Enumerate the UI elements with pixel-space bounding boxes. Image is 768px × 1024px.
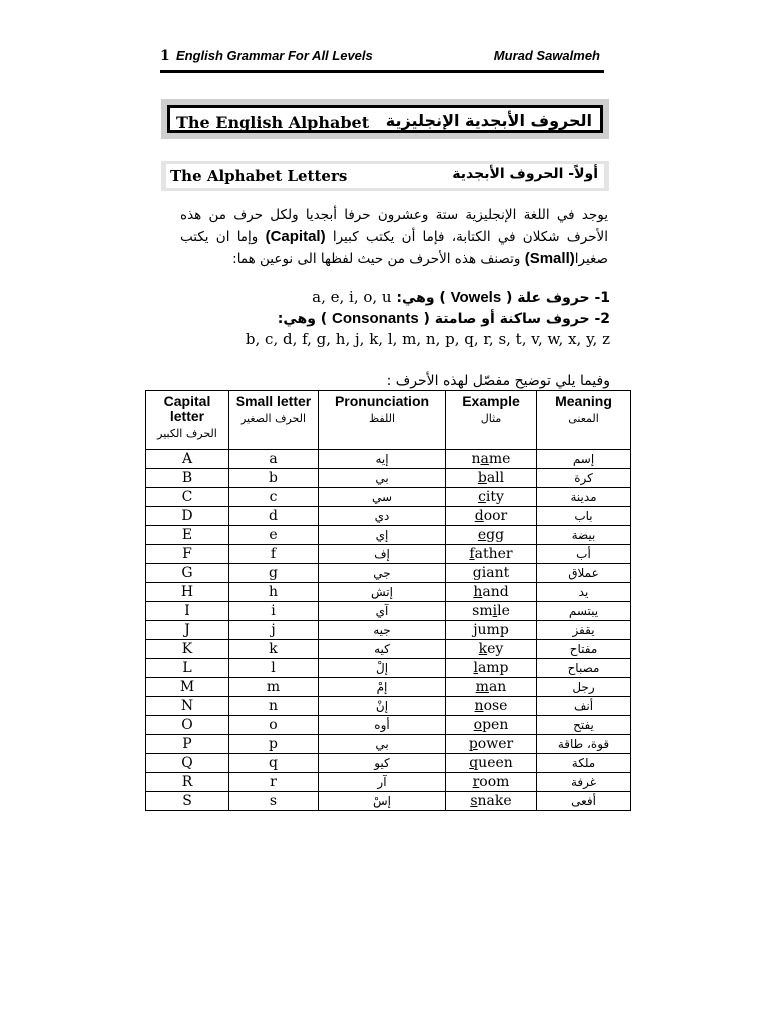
- book-title: English Grammar For All Levels: [176, 48, 373, 63]
- small-letter-cell: j: [229, 621, 319, 640]
- example-suffix: ey: [487, 640, 504, 657]
- small-letter-cell: m: [229, 678, 319, 697]
- vowels-label: حروف علة (: [505, 290, 590, 306]
- vowels-label-after: ) وهي:: [396, 290, 446, 306]
- capital-letter-cell: L: [146, 659, 229, 678]
- small-letter-cell: h: [229, 583, 319, 602]
- example-suffix: iant: [481, 564, 510, 581]
- example-suffix: oom: [479, 773, 510, 790]
- meaning-cell: مدينة: [537, 488, 631, 507]
- example-suffix: ueen: [478, 754, 513, 771]
- small-letter-cell: k: [229, 640, 319, 659]
- table-row: [146, 640, 631, 659]
- example-cell: [446, 545, 537, 564]
- header-pron-en: Pronunciation: [334, 393, 430, 409]
- example-cell: [446, 450, 537, 469]
- subtitle-frame: [166, 164, 604, 188]
- table-header-row: [146, 391, 631, 450]
- example-cell: [446, 678, 537, 697]
- example-focus-letter: g: [472, 564, 482, 581]
- header-meaning: [537, 391, 631, 450]
- capital-letter-cell: H: [146, 583, 229, 602]
- table-row: [146, 697, 631, 716]
- example-focus-letter: c: [478, 488, 486, 505]
- example-cell: [446, 469, 537, 488]
- pronunciation-cell: أوه: [319, 716, 446, 735]
- small-letter-cell: q: [229, 754, 319, 773]
- example-prefix: n: [471, 450, 481, 467]
- consonant-letters: b, c, d, f, g, h, j, k, l, m, n, p, q, r, s, t, v, w, x, y, z: [245, 330, 610, 348]
- capital-letter-cell: B: [146, 469, 229, 488]
- example-focus-letter: l: [473, 659, 478, 676]
- table-intro: وفيما يلي توضيح مفصّل لهذه الأحرف :: [386, 373, 610, 389]
- example-cell: [446, 716, 537, 735]
- small-letter-cell: f: [229, 545, 319, 564]
- example-focus-letter: m: [475, 678, 489, 695]
- pronunciation-cell: بي: [319, 469, 446, 488]
- example-suffix: me: [488, 450, 511, 467]
- pronunciation-cell: دي: [319, 507, 446, 526]
- small-keyword: (Small): [524, 250, 575, 267]
- consonants-label: حروف ساكنة أو صامتة (: [423, 311, 590, 327]
- pronunciation-cell: إمْ: [319, 678, 446, 697]
- table-row: [146, 716, 631, 735]
- example-suffix: and: [482, 583, 509, 600]
- table-row: [146, 488, 631, 507]
- vowels-line: [312, 288, 610, 306]
- example-focus-letter: p: [468, 735, 478, 752]
- example-cell: [446, 773, 537, 792]
- consonants-label-after: ) وهي:: [277, 311, 328, 327]
- capital-letter-cell: R: [146, 773, 229, 792]
- pronunciation-cell: إلْ: [319, 659, 446, 678]
- capital-letter-cell: O: [146, 716, 229, 735]
- table-row: [146, 735, 631, 754]
- example-suffix: ower: [477, 735, 514, 752]
- small-letter-cell: a: [229, 450, 319, 469]
- header-meaning-en: Meaning: [555, 393, 612, 409]
- table-row: [146, 507, 631, 526]
- author-name: Murad Sawalmeh: [493, 48, 600, 63]
- example-suffix: an: [488, 678, 507, 695]
- table-body: [146, 450, 631, 811]
- example-suffix: ump: [477, 621, 509, 638]
- example-suffix: all: [486, 469, 505, 486]
- subtitle-arabic: أولاً- الحروف الأبجدية: [452, 166, 598, 182]
- header-capital-ar: الحرف الكبير: [157, 427, 217, 440]
- example-suffix: le: [497, 602, 510, 619]
- table-row: [146, 469, 631, 488]
- example-cell: [446, 526, 537, 545]
- example-focus-letter: i: [492, 602, 498, 619]
- table-row: [146, 773, 631, 792]
- subtitle-english: The Alphabet Letters: [170, 167, 348, 185]
- example-cell: [446, 621, 537, 640]
- meaning-cell: أفعى: [537, 792, 631, 811]
- capital-keyword: (Capital): [265, 228, 326, 245]
- pronunciation-cell: بي: [319, 735, 446, 754]
- example-suffix: amp: [477, 659, 509, 676]
- capital-letter-cell: D: [146, 507, 229, 526]
- header-capital: [146, 391, 229, 450]
- alphabet-table: [145, 390, 631, 811]
- example-focus-letter: o: [473, 716, 483, 733]
- example-suffix: ity: [485, 488, 504, 505]
- pronunciation-cell: إيه: [319, 450, 446, 469]
- small-letter-cell: r: [229, 773, 319, 792]
- capital-letter-cell: N: [146, 697, 229, 716]
- consonants-number: 2-: [594, 311, 610, 327]
- example-cell: [446, 564, 537, 583]
- paragraph-part1: يوجد في اللغة الإنجليزية ستة وعشرون حرفا أبجديا ولكل حرف من هذه الأحرف شكلان في الكتابة، فإما أن يكتب كبيرا: [180, 207, 608, 245]
- header-small: [229, 391, 319, 450]
- header-example: [446, 391, 537, 450]
- example-suffix: ose: [483, 697, 508, 714]
- table-row: [146, 678, 631, 697]
- table-row: [146, 526, 631, 545]
- vowels-letters: a, e, i, o, u: [312, 288, 392, 306]
- example-focus-letter: e: [477, 526, 487, 543]
- capital-letter-cell: P: [146, 735, 229, 754]
- small-letter-cell: c: [229, 488, 319, 507]
- meaning-cell: ملكة: [537, 754, 631, 773]
- paragraph-part3: وتصنف هذه الأحرف من حيث لفظها الى نوعين هما:: [232, 251, 521, 267]
- meaning-cell: يقفز: [537, 621, 631, 640]
- capital-letter-cell: F: [146, 545, 229, 564]
- example-suffix: ather: [474, 545, 513, 562]
- table-row: [146, 564, 631, 583]
- example-focus-letter: s: [470, 792, 478, 809]
- meaning-cell: أب: [537, 545, 631, 564]
- pronunciation-cell: كيو: [319, 754, 446, 773]
- small-letter-cell: d: [229, 507, 319, 526]
- small-letter-cell: l: [229, 659, 319, 678]
- example-focus-letter: k: [478, 640, 488, 657]
- title-frame: [167, 105, 603, 133]
- example-cell: [446, 507, 537, 526]
- meaning-cell: بيضة: [537, 526, 631, 545]
- capital-letter-cell: I: [146, 602, 229, 621]
- page-header: [160, 46, 604, 68]
- title-arabic: الحروف الأبجدية الإنجليزية: [385, 111, 592, 130]
- table-row: [146, 792, 631, 811]
- capital-letter-cell: M: [146, 678, 229, 697]
- pronunciation-cell: إسْ: [319, 792, 446, 811]
- capital-letter-cell: Q: [146, 754, 229, 773]
- example-focus-letter: r: [472, 773, 480, 790]
- meaning-cell: يفتح: [537, 716, 631, 735]
- table-row: [146, 545, 631, 564]
- small-letter-cell: s: [229, 792, 319, 811]
- example-prefix: sm: [472, 602, 493, 619]
- pronunciation-cell: إتش: [319, 583, 446, 602]
- pronunciation-cell: آي: [319, 602, 446, 621]
- capital-letter-cell: E: [146, 526, 229, 545]
- small-letter-cell: i: [229, 602, 319, 621]
- table-row: [146, 583, 631, 602]
- small-letter-cell: n: [229, 697, 319, 716]
- example-cell: [446, 659, 537, 678]
- intro-paragraph: [180, 204, 608, 270]
- capital-letter-cell: J: [146, 621, 229, 640]
- capital-letter-cell: G: [146, 564, 229, 583]
- table-row: [146, 754, 631, 773]
- example-focus-letter: j: [473, 621, 478, 638]
- header-capital-en: Capital letter: [163, 393, 211, 424]
- consonants-line: [278, 309, 610, 327]
- header-example-ar: مثال: [480, 412, 502, 425]
- meaning-cell: غرفة: [537, 773, 631, 792]
- title-english: The English Alphabet: [176, 113, 370, 132]
- header-pronunciation: [319, 391, 446, 450]
- example-cell: [446, 602, 537, 621]
- meaning-cell: عملاق: [537, 564, 631, 583]
- meaning-cell: باب: [537, 507, 631, 526]
- example-focus-letter: h: [473, 583, 483, 600]
- meaning-cell: أنف: [537, 697, 631, 716]
- example-cell: [446, 697, 537, 716]
- pronunciation-cell: إنْ: [319, 697, 446, 716]
- pronunciation-cell: كيه: [319, 640, 446, 659]
- meaning-cell: مفتاح: [537, 640, 631, 659]
- capital-letter-cell: C: [146, 488, 229, 507]
- pronunciation-cell: جيه: [319, 621, 446, 640]
- example-suffix: nake: [477, 792, 512, 809]
- header-small-ar: الحرف الصغير: [240, 412, 307, 425]
- example-suffix: oor: [483, 507, 508, 524]
- header-meaning-ar: المعنى: [568, 412, 599, 425]
- pronunciation-cell: جي: [319, 564, 446, 583]
- example-suffix: gg: [486, 526, 505, 543]
- example-cell: [446, 488, 537, 507]
- table-row: [146, 659, 631, 678]
- title-box: [161, 99, 609, 139]
- header-pron-ar: اللفظ: [368, 412, 396, 425]
- meaning-cell: يبتسم: [537, 602, 631, 621]
- example-suffix: pen: [482, 716, 509, 733]
- example-cell: [446, 754, 537, 773]
- small-letter-cell: e: [229, 526, 319, 545]
- table-row: [146, 602, 631, 621]
- paragraph-part2: وإما ان يكتب صغيرا: [180, 229, 608, 267]
- table-row: [146, 621, 631, 640]
- meaning-cell: رجل: [537, 678, 631, 697]
- capital-letter-cell: K: [146, 640, 229, 659]
- small-letter-cell: p: [229, 735, 319, 754]
- subtitle-box: [161, 161, 609, 191]
- example-focus-letter: d: [474, 507, 484, 524]
- example-cell: [446, 640, 537, 659]
- example-focus-letter: b: [477, 469, 487, 486]
- example-cell: [446, 792, 537, 811]
- meaning-cell: كرة: [537, 469, 631, 488]
- small-letter-cell: o: [229, 716, 319, 735]
- small-letter-cell: g: [229, 564, 319, 583]
- meaning-cell: إسم: [537, 450, 631, 469]
- pronunciation-cell: آر: [319, 773, 446, 792]
- example-cell: [446, 735, 537, 754]
- example-focus-letter: q: [469, 754, 479, 771]
- vowels-keyword: Vowels: [450, 289, 502, 306]
- small-letter-cell: b: [229, 469, 319, 488]
- consonants-keyword: Consonants: [332, 310, 419, 327]
- meaning-cell: مصباح: [537, 659, 631, 678]
- example-cell: [446, 583, 537, 602]
- page-number: 1: [160, 48, 170, 64]
- meaning-cell: قوة، طاقة: [537, 735, 631, 754]
- header-divider: [160, 70, 604, 73]
- capital-letter-cell: A: [146, 450, 229, 469]
- header-example-en: Example: [462, 393, 520, 409]
- pronunciation-cell: إي: [319, 526, 446, 545]
- example-focus-letter: a: [480, 450, 489, 467]
- capital-letter-cell: S: [146, 792, 229, 811]
- meaning-cell: يد: [537, 583, 631, 602]
- pronunciation-cell: إف: [319, 545, 446, 564]
- example-focus-letter: n: [474, 697, 484, 714]
- vowels-number: 1-: [594, 290, 610, 306]
- header-small-en: Small letter: [235, 393, 312, 409]
- example-focus-letter: f: [469, 545, 475, 562]
- pronunciation-cell: سي: [319, 488, 446, 507]
- table-row: [146, 450, 631, 469]
